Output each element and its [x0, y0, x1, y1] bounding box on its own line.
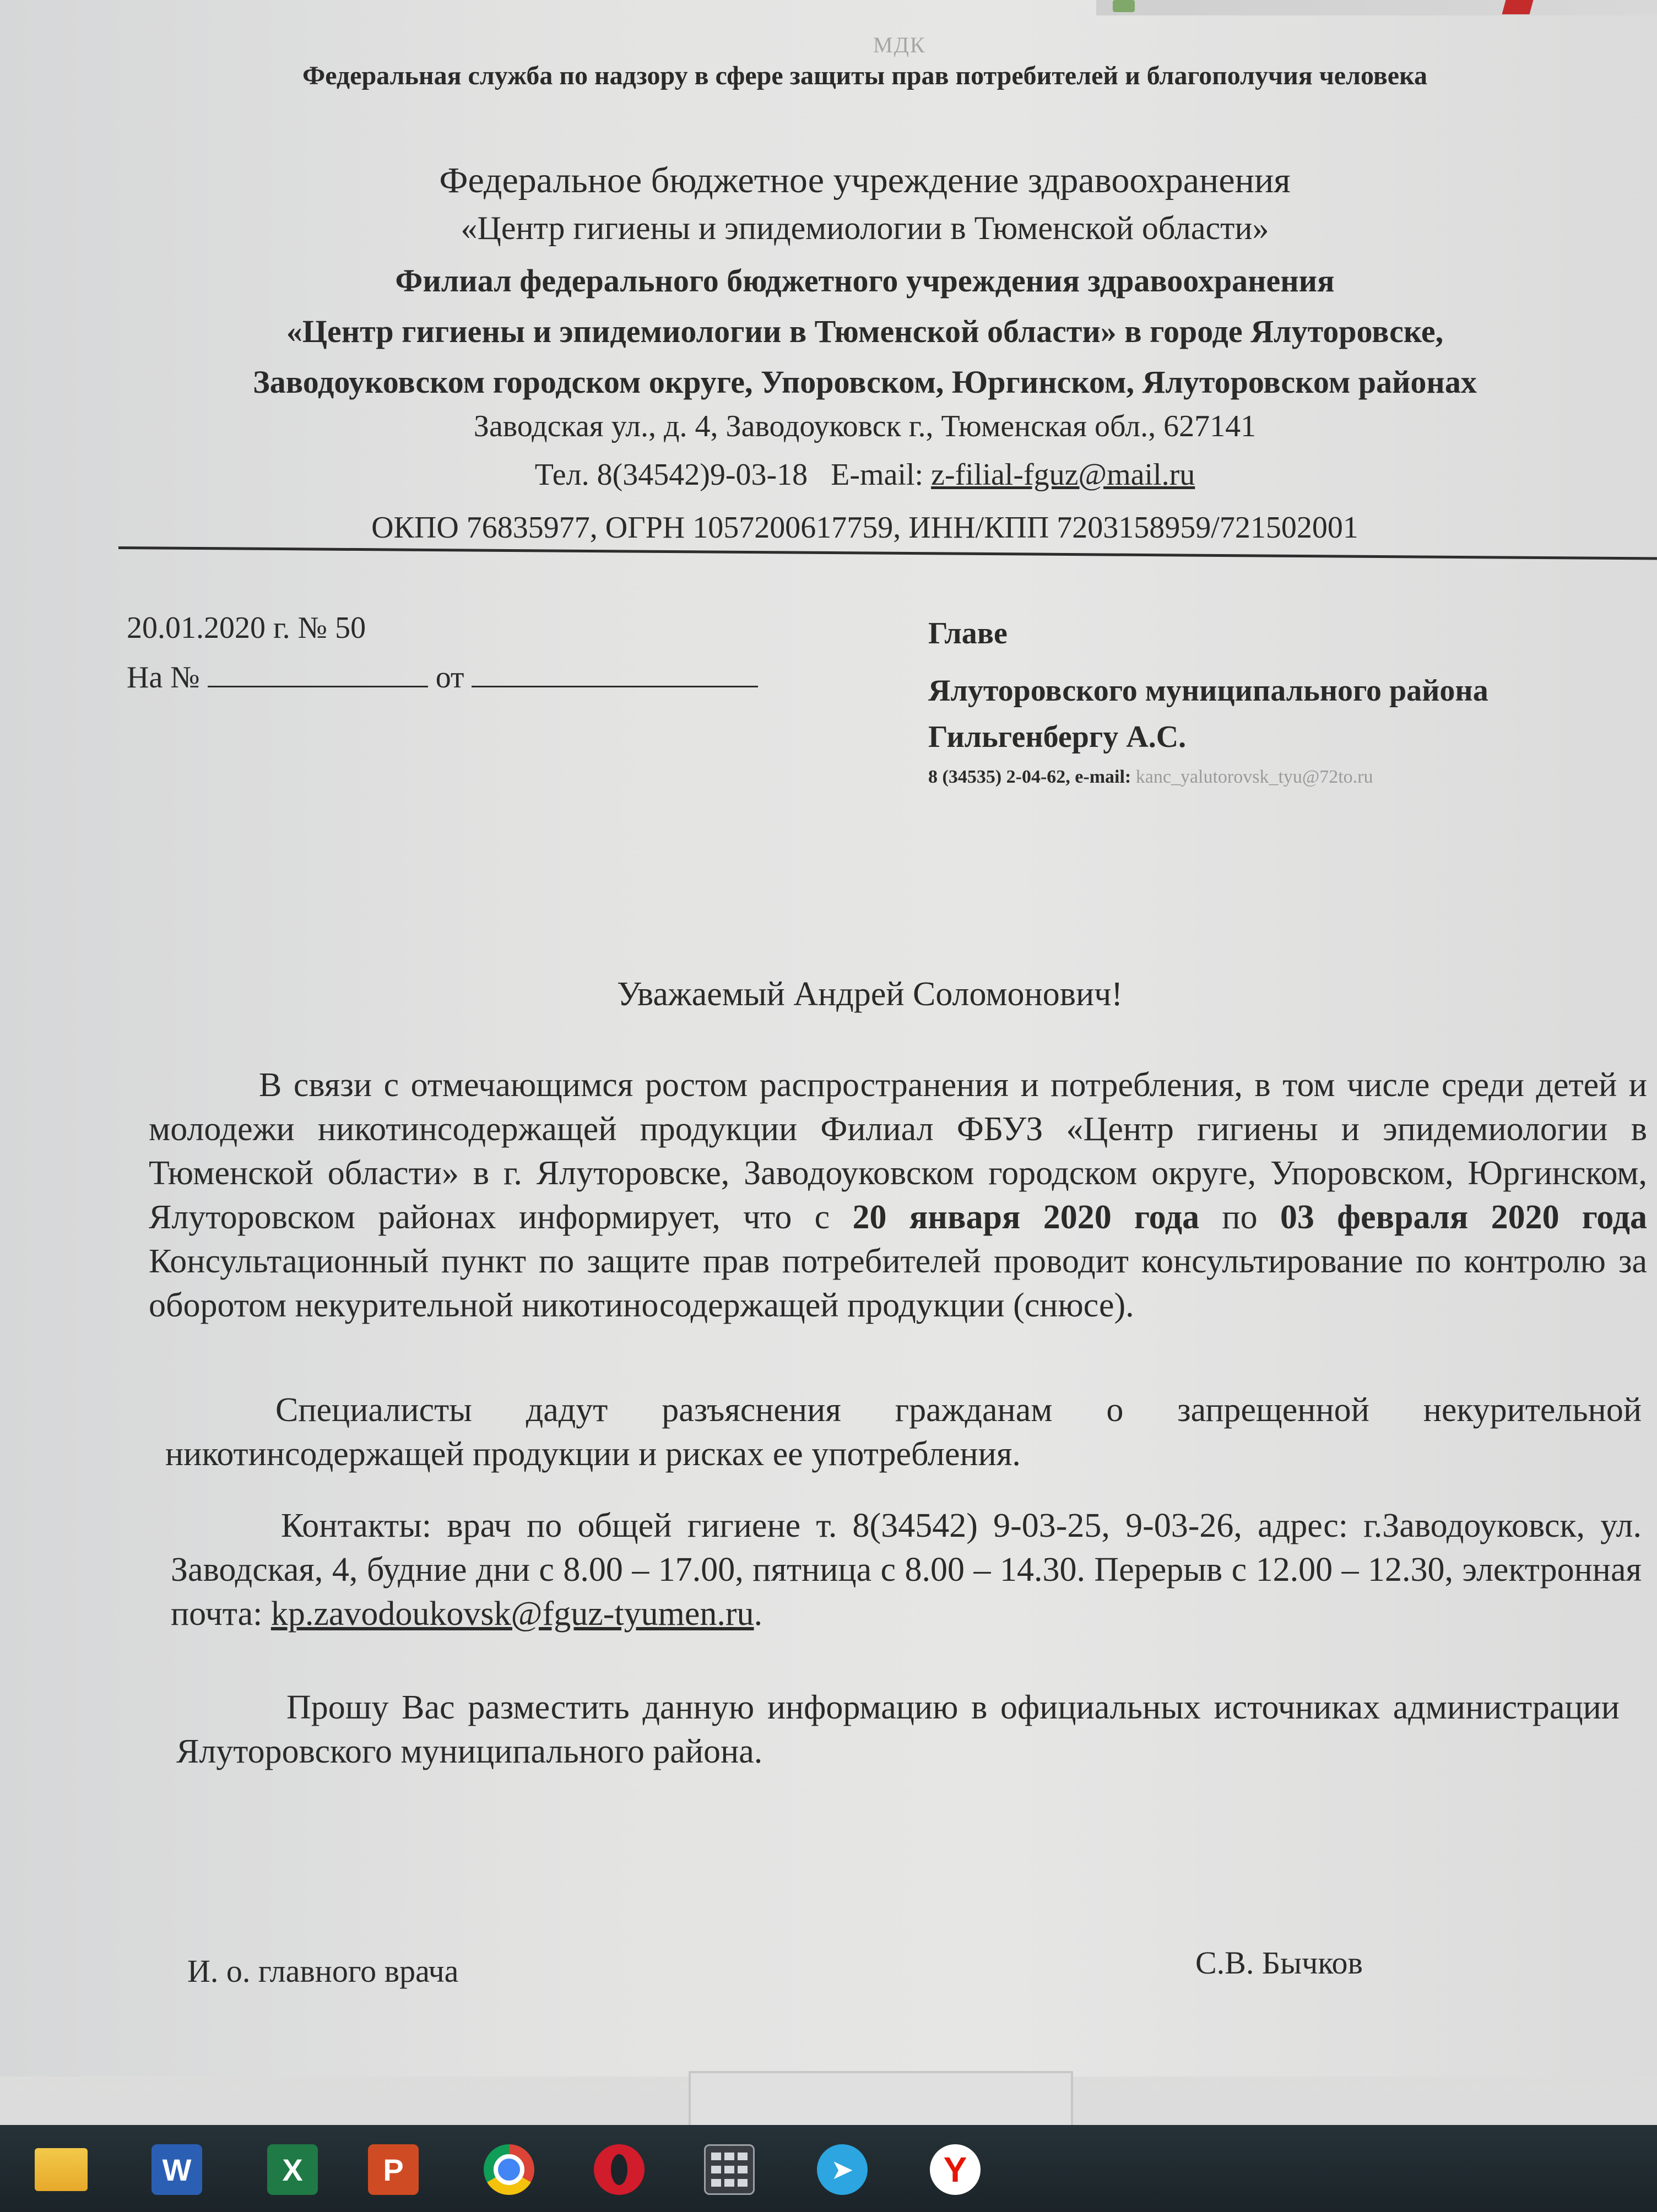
- paragraph-1-part-1: В связи с отмечающимся ростом распространения и потребления, в том числе среди детей и молодежи никотинсодержащей продукции Филиал ФБУЗ «Центр гигиены и эпидемиологии в Тюменской области» в г. Ялуторовске, Заводоуковском городском округе, Упоровском, Юргинском, Ялуторовском районах информирует, что с: [149, 1066, 1647, 1236]
- on-number-label: На №: [127, 660, 200, 695]
- faint-stamp-mark: МДК: [873, 32, 926, 57]
- taskbar-file-explorer[interactable]: [29, 2137, 94, 2202]
- paragraph-1-date-end: 03 февраля 2020 года: [1280, 1199, 1647, 1236]
- red-mark: [1502, 0, 1534, 14]
- paragraph-1-part-2: по: [1199, 1199, 1280, 1236]
- filial-line-2: «Центр гигиены и эпидемиологии в Тюменской области» в городе Ялуторовске,: [286, 313, 1444, 349]
- taskbar-telegram[interactable]: [810, 2137, 875, 2202]
- addressee-organization: Ялуторовского муниципального района: [928, 674, 1488, 708]
- paragraph-1: [149, 1063, 1647, 1327]
- paragraph-2: Специалисты дадут разъяснения гражданам о запрещенной некурительной никотинсодержащей продукции и рисках ее употребления.: [165, 1391, 1642, 1473]
- signatory-name: С.В. Бычков: [1195, 1945, 1363, 1981]
- institution-line-1: Федеральное бюджетное учреждение здравоохранения: [439, 160, 1291, 200]
- consultation-email-link[interactable]: kp.zavodoukovsk@fguz-tyumen.ru: [270, 1595, 754, 1633]
- telegram-icon: ➤: [817, 2144, 868, 2195]
- paragraph-1-part-3: Консультационный пункт по защите прав потребителей проводит консультирование по контролю за оборотом некурительной никотиносодержащей продукции (снюсе).: [149, 1243, 1647, 1324]
- taskbar-word[interactable]: [144, 2137, 209, 2202]
- signatory-position: И. о. главного врача: [187, 1953, 459, 1989]
- calculator-icon: [704, 2144, 755, 2195]
- paragraph-3-text: Контакты: врач по общей гигиене т. 8(34542) 9-03-25, 9-03-26, адрес: г.Заводоуковск, ул. Заводская, 4, будние дни с 8.00 – 17.00, пятница с 8.00 – 14.30. Перерыв с 12.00 – 12.30, электронная почта:: [171, 1507, 1642, 1633]
- folder-icon: [35, 2148, 88, 2191]
- paragraph-3-end: .: [754, 1595, 763, 1633]
- outgoing-date-number: 20.01.2020 г. № 50: [127, 611, 366, 645]
- taskbar-excel[interactable]: [260, 2137, 325, 2202]
- contact-line: [110, 457, 1620, 492]
- institution-line-2: «Центр гигиены и эпидемиологии в Тюменской области»: [461, 210, 1269, 246]
- taskbar-opera[interactable]: [587, 2137, 652, 2202]
- filial-line-1: Филиал федерального бюджетного учреждения здравоохранения: [395, 263, 1335, 299]
- taskbar-yandex[interactable]: [923, 2137, 988, 2202]
- taskbar: [0, 2125, 1657, 2212]
- incoming-reference: [127, 660, 758, 695]
- paragraph-1-date-start: 20 января 2020 года: [852, 1199, 1200, 1236]
- address-line: Заводская ул., д. 4, Заводоуковск г., Тюменская обл., 627141: [473, 409, 1257, 443]
- addressee-email-blurred: kanc_yalutorovsk_tyu@72to.ru: [1135, 767, 1373, 787]
- addressee-contact: [928, 767, 1373, 788]
- date-blank: [472, 662, 758, 687]
- filial-line-3: Заводоуковском городском округе, Упоровском, Юргинском, Ялуторовском районах: [253, 364, 1477, 400]
- excel-icon: X: [267, 2144, 318, 2195]
- taskbar-calculator[interactable]: [697, 2137, 762, 2202]
- yandex-icon: Y: [930, 2144, 981, 2195]
- taskbar-chrome[interactable]: [476, 2137, 541, 2202]
- header-divider: [118, 546, 1657, 560]
- registration-codes: ОКПО 76835977, ОГРН 1057200617759, ИНН/КПП 7203158959/721502001: [371, 511, 1358, 545]
- from-label: от: [435, 660, 464, 695]
- opera-icon: [594, 2144, 645, 2195]
- number-blank: [208, 662, 428, 687]
- powerpoint-icon: P: [368, 2144, 419, 2195]
- background-window-strip: [1096, 0, 1657, 15]
- word-icon: W: [151, 2144, 202, 2195]
- header-email-link[interactable]: z-filial-fguz@mail.ru: [931, 458, 1195, 492]
- greeting: Уважаемый Андрей Соломонович!: [617, 975, 1123, 1013]
- addressee-name: Гильгенбергу А.С.: [928, 720, 1187, 754]
- green-mark: [1113, 0, 1135, 12]
- addressee-phone: 8 (34535) 2-04-62, e-mail:: [928, 767, 1136, 787]
- phone-text: Тел. 8(34542)9-03-18 E-mail:: [534, 458, 932, 492]
- service-title: Федеральная служба по надзору в сфере защиты прав потребителей и благополучия человека: [302, 61, 1427, 90]
- paragraph-3: [171, 1504, 1642, 1636]
- chrome-icon: [484, 2144, 534, 2195]
- taskbar-powerpoint[interactable]: [361, 2137, 426, 2202]
- paragraph-4: Прошу Вас разместить данную информацию в официальных источниках администрации Ялуторовского муниципального района.: [176, 1689, 1620, 1770]
- addressee-title: Главе: [928, 616, 1008, 650]
